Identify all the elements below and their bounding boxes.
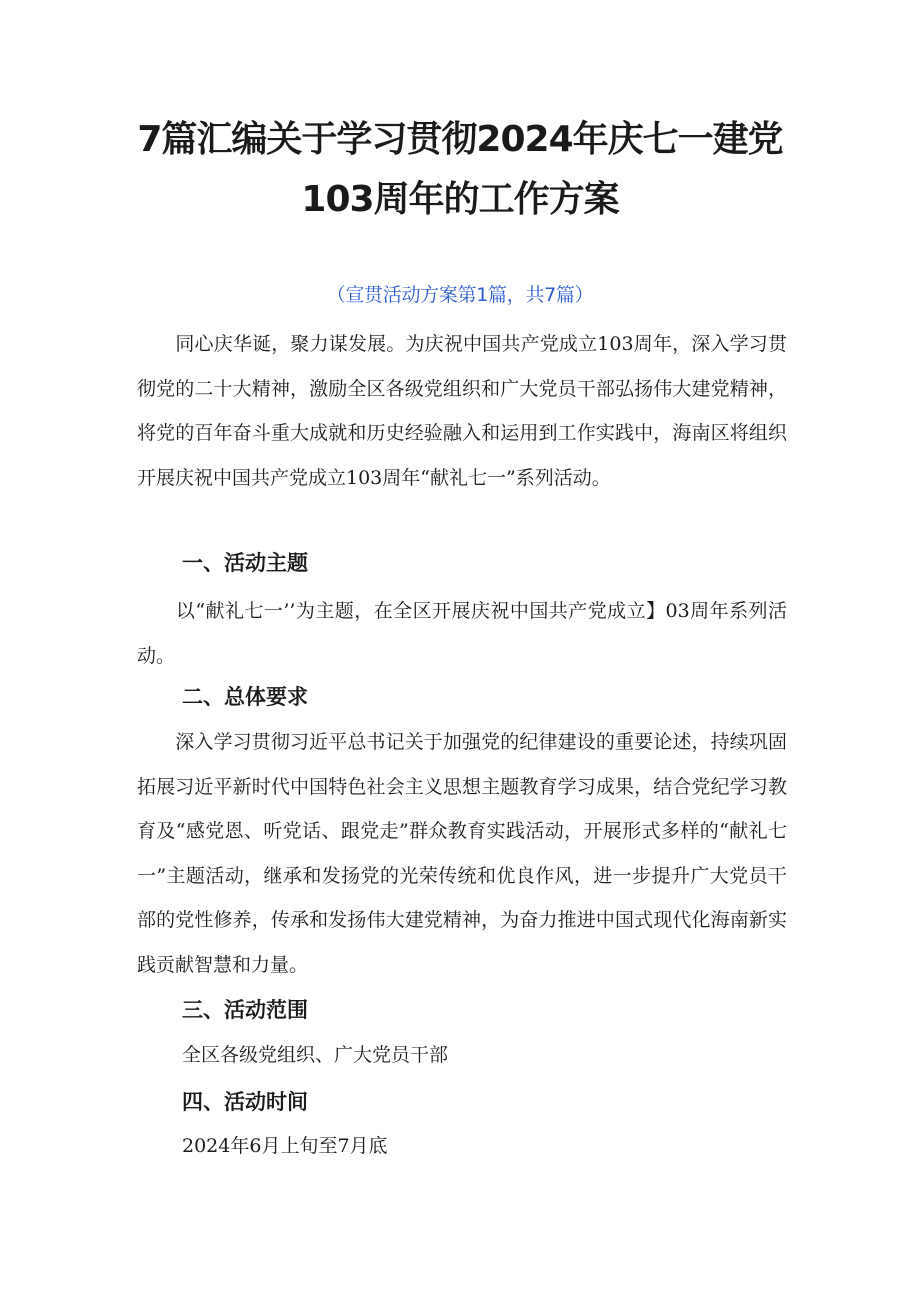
document-subtitle: （宣贯活动方案第1篇，共7篇） <box>326 284 594 306</box>
section-heading-theme: 一、活动主题 <box>182 551 308 575</box>
section-body-time: 2024年6月上旬至7月底 <box>182 1135 388 1157</box>
section-heading-scope: 三、活动范围 <box>182 998 308 1022</box>
section-body-theme: 以“献礼七一’’为主题，在全区开展庆祝中国共产党成立】03周年系列活动。 <box>137 600 787 667</box>
section-body-scope: 全区各级党组织、广大党员干部 <box>182 1044 449 1066</box>
intro-paragraph: 同心庆华诞，聚力谋发展。为庆祝中国共产党成立103周年，深入学习贯彻党的二十大精神，激励全区各级党组织和广大党员干部弘扬伟大建党精神，将党的百年奋斗重大成就和历史经验融入和运用到工作实践中，海南区将组织开展庆祝中国共产党成立103周年“献礼七一”系列活动。 <box>137 333 787 489</box>
document-title-line-2: 103周年的工作方案 <box>301 179 619 220</box>
section-heading-time: 四、活动时间 <box>182 1090 308 1114</box>
section-heading-requirements: 二、总体要求 <box>182 685 308 709</box>
document-title-line-1: 7篇汇编关于学习贯彻2024年庆七一建党 <box>137 119 783 160</box>
section-body-requirements: 深入学习贯彻习近平总书记关于加强党的纪律建设的重要论述，持续巩固拓展习近平新时代中国特色社会主义思想主题教育学习成果，结合党纪学习教育及“感党恩、听党话、跟党走”群众教育实践活动，开展形式多样的“献礼七一”主题活动，继承和发扬党的光荣传统和优良作风，进一步提升广大党员干部的党性修养，传承和发扬伟大建党精神，为奋力推进中国式现代化海南新实践贡献智慧和力量。 <box>137 731 787 976</box>
